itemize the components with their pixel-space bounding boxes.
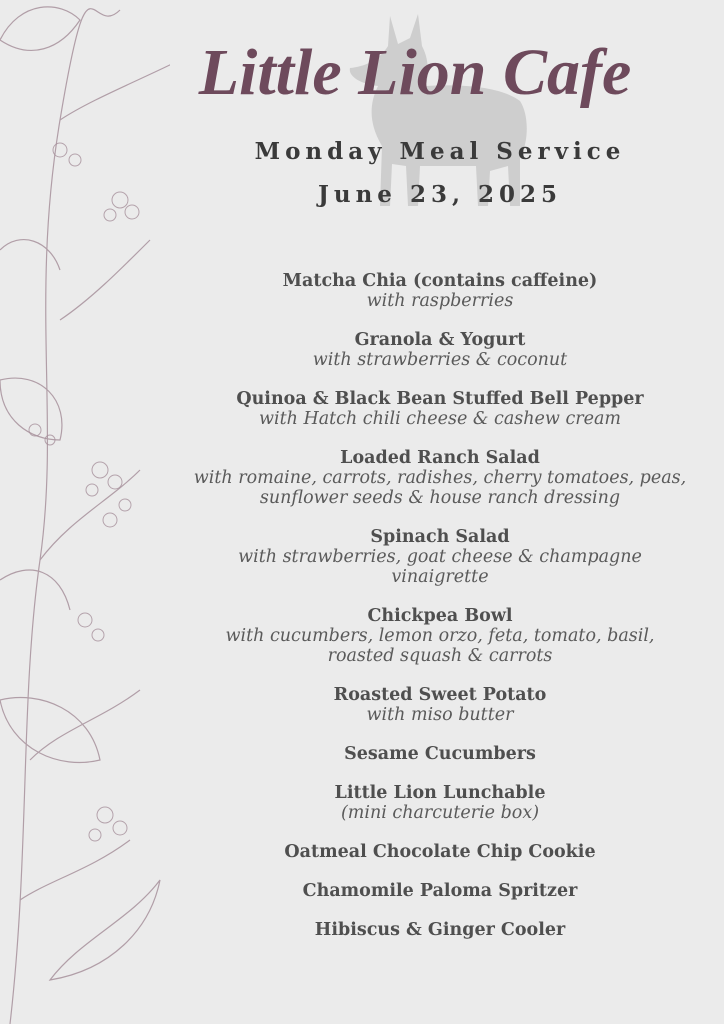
- menu-item-name: Spinach Salad: [370, 527, 510, 547]
- menu-item-description: (mini charcuterie box): [340, 803, 540, 823]
- menu-item-name: Sesame Cucumbers: [344, 744, 536, 764]
- menu-item: [190, 920, 690, 940]
- menu-item: [190, 685, 690, 725]
- menu-item: [190, 744, 690, 764]
- menu-item-description: with miso butter: [366, 705, 514, 725]
- menu-item-description: with cucumbers, lemon orzo, feta, tomato, basil, roasted squash & carrots: [225, 626, 655, 666]
- menu-item: [190, 881, 690, 901]
- menu-list: [190, 271, 690, 959]
- menu-item-name: Little Lion Lunchable: [334, 783, 546, 803]
- menu-item-description: with strawberries & coconut: [312, 350, 568, 370]
- menu-item-name: Loaded Ranch Salad: [340, 448, 540, 468]
- menu-item: [190, 783, 690, 823]
- menu-item-description: with Hatch chili cheese & cashew cream: [259, 409, 621, 429]
- menu-item-name: Matcha Chia (contains caffeine): [282, 271, 598, 291]
- menu-item-name: Oatmeal Chocolate Chip Cookie: [284, 842, 596, 862]
- menu-item-name: Chamomile Paloma Spritzer: [302, 881, 578, 901]
- service-date: June 23, 2025: [317, 181, 562, 208]
- cafe-name-title: Little Lion Cafe: [198, 36, 632, 109]
- menu-item-name: Chickpea Bowl: [367, 606, 513, 626]
- menu-item-name: Granola & Yogurt: [354, 330, 526, 350]
- menu-item: [190, 389, 690, 429]
- menu-item: [190, 330, 690, 370]
- floral-illustration-icon: [0, 0, 170, 1024]
- menu-item-name: Hibiscus & Ginger Cooler: [314, 920, 566, 940]
- menu-item-name: Quinoa & Black Bean Stuffed Bell Pepper: [236, 389, 644, 409]
- menu-item-description: with romaine, carrots, radishes, cherry tomatoes, peas, sunflower seeds & house ranch dressing: [193, 468, 687, 508]
- menu-item: [190, 448, 690, 508]
- menu-item: [190, 527, 690, 587]
- menu-item: [190, 842, 690, 862]
- menu-item: [190, 606, 690, 666]
- menu-item-description: with strawberries, goat cheese & champagne vinaigrette: [238, 547, 642, 587]
- menu-item-description: with raspberries: [366, 291, 514, 311]
- menu-item: [190, 271, 690, 311]
- service-title: Monday Meal Service: [254, 138, 626, 165]
- menu-item-name: Roasted Sweet Potato: [333, 685, 547, 705]
